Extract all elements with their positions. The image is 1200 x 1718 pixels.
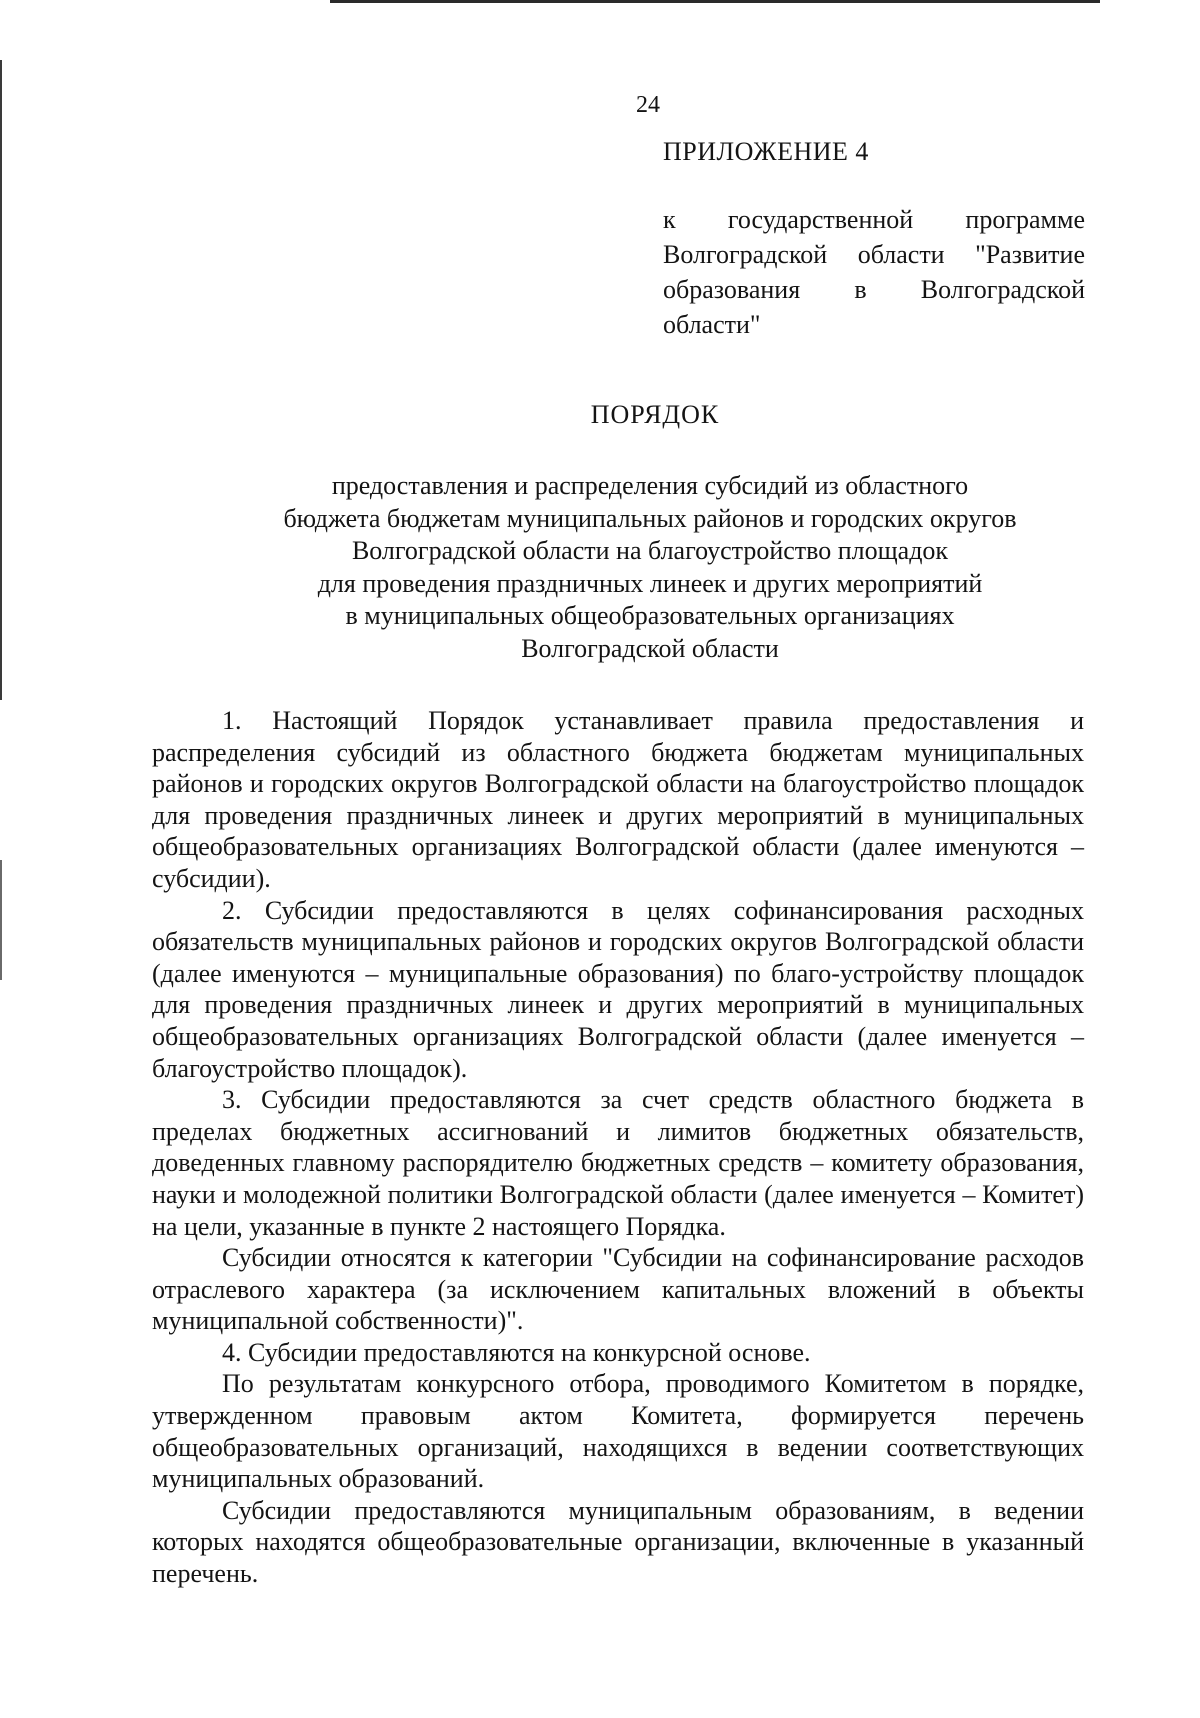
subtitle-line: Волгоградской области — [521, 633, 779, 663]
document-subtitle — [235, 470, 1065, 665]
paragraph: 4. Субсидии предоставляются на конкурсной основе. — [222, 1337, 811, 1367]
paragraph: По результатам конкурсного отбора, проводимого Комитетом в порядке, утвержденном правовым актом Комитета, формируется перечень общеобразовательных организаций, находящихся в ведении соответствующих муниципальных образований. — [152, 1369, 1084, 1494]
document-title: ПОРЯДОК — [590, 400, 720, 429]
appendix-title: ПРИЛОЖЕНИЕ 4 — [663, 137, 869, 166]
scan-edge-left — [0, 60, 2, 700]
subtitle-line: Волгоградской области на благоустройство площадок — [351, 536, 949, 565]
subtitle-line: предоставления и распределения субсидий из областного — [331, 471, 969, 500]
paragraph: 3. Субсидии предоставляются за счет средств областного бюджета в пределах бюджетных ассигнований и лимитов бюджетных обязательств, доведенных главному распорядителю бюджетных средств – комитету образования, науки и молодежной политики Волгоградской области (далее именуется – Комитет) на цели, указанные в пункте 2 настоящего Порядка. — [152, 1085, 1084, 1241]
page-number: 24 — [636, 92, 660, 118]
paragraph: Субсидии предоставляются муниципальным образованиям, в ведении которых находятся общеобразовательные организации, включенные в указанный перечень. — [152, 1495, 1084, 1589]
scan-edge-left-lower — [0, 860, 2, 980]
subtitle-line: в муниципальных общеобразовательных организациях — [345, 601, 955, 630]
paragraph: 1. Настоящий Порядок устанавливает правила предоставления и распределения субсидий из областного бюджета бюджетам муниципальных районов и городских округов Волгоградской области на благоустройство площадок для проведения праздничных линеек и других мероприятий в муниципальных общеобразовательных организациях Волгоградской области (далее именуются – субсидии). — [152, 706, 1084, 893]
appendix-reference: к государственной программе Волгоградской области "Развитие образования в Волгоградской области" — [663, 205, 1085, 339]
paragraph: Субсидии относятся к категории "Субсидии на софинансирование расходов отраслевого характера (за исключением капитальных вложений в объекты муниципальной собственности)". — [152, 1243, 1084, 1336]
paragraph: 2. Субсидии предоставляются в целях софинансирования расходных обязательств муниципальных районов и городских округов Волгоградской области (далее именуются – муниципальные образования) по благо-устройству площадок для проведения праздничных линеек и других мероприятий в муниципальных общеобразовательных организациях Волгоградской области (далее именуется – благоустройство площадок). — [152, 895, 1084, 1083]
scan-edge-top — [330, 0, 1100, 3]
document-body — [152, 705, 1084, 1590]
subtitle-line: для проведения праздничных линеек и других мероприятий — [317, 568, 983, 598]
subtitle-line: бюджета бюджетам муниципальных районов и городских округов — [283, 503, 1017, 533]
